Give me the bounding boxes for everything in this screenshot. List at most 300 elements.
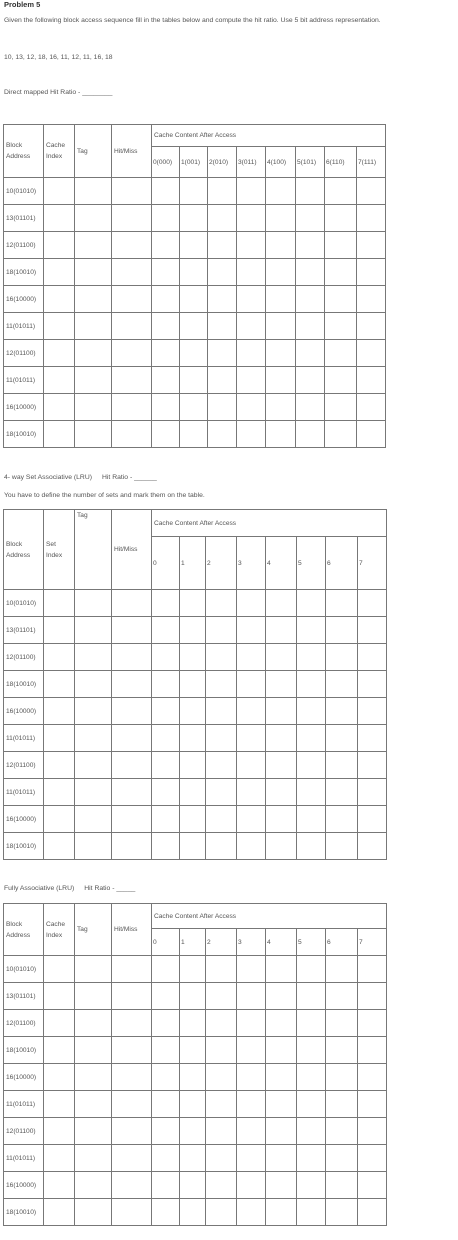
cache-slot-cell[interactable]: [237, 340, 266, 367]
cache-slot-cell[interactable]: [237, 313, 266, 340]
index-cell[interactable]: [44, 1091, 75, 1118]
cache-slot-cell[interactable]: [152, 752, 180, 779]
cache-slot-cell[interactable]: [326, 779, 358, 806]
cache-slot-cell[interactable]: [206, 956, 237, 983]
cache-slot-cell[interactable]: [180, 313, 208, 340]
index-cell[interactable]: [44, 833, 75, 860]
cache-slot-cell[interactable]: [180, 178, 208, 205]
cache-slot-cell[interactable]: [266, 178, 296, 205]
tag-cell[interactable]: [75, 833, 112, 860]
cache-slot-cell[interactable]: [266, 313, 296, 340]
cache-slot-cell[interactable]: [266, 367, 296, 394]
cache-slot-cell[interactable]: [266, 205, 296, 232]
cache-slot-cell[interactable]: [358, 833, 387, 860]
tag-cell[interactable]: [75, 1010, 112, 1037]
tag-cell[interactable]: [75, 725, 112, 752]
cache-slot-cell[interactable]: [206, 698, 237, 725]
cache-slot-cell[interactable]: [358, 725, 387, 752]
cache-slot-cell[interactable]: [296, 259, 325, 286]
cache-slot-cell[interactable]: [180, 956, 206, 983]
hit-miss-cell[interactable]: [112, 286, 152, 313]
cache-slot-cell[interactable]: [180, 698, 206, 725]
cache-slot-cell[interactable]: [326, 1145, 358, 1172]
cache-slot-cell[interactable]: [152, 779, 180, 806]
cache-slot-cell[interactable]: [152, 644, 180, 671]
tag-cell[interactable]: [75, 671, 112, 698]
index-cell[interactable]: [44, 698, 75, 725]
cache-slot-cell[interactable]: [152, 178, 180, 205]
cache-slot-cell[interactable]: [297, 644, 326, 671]
cache-slot-cell[interactable]: [266, 644, 297, 671]
hit-miss-cell[interactable]: [112, 617, 152, 644]
cache-slot-cell[interactable]: [237, 1091, 266, 1118]
cache-slot-cell[interactable]: [152, 259, 180, 286]
hit-miss-cell[interactable]: [112, 833, 152, 860]
cache-slot-cell[interactable]: [325, 286, 357, 313]
cache-slot-cell[interactable]: [326, 1091, 358, 1118]
cache-slot-cell[interactable]: [326, 752, 358, 779]
cache-slot-cell[interactable]: [266, 1064, 297, 1091]
cache-slot-cell[interactable]: [325, 340, 357, 367]
cache-slot-cell[interactable]: [208, 367, 237, 394]
cache-slot-cell[interactable]: [358, 956, 387, 983]
cache-slot-cell[interactable]: [297, 1010, 326, 1037]
cache-slot-cell[interactable]: [358, 1037, 387, 1064]
cache-slot-cell[interactable]: [357, 178, 386, 205]
tag-cell[interactable]: [75, 1145, 112, 1172]
cache-slot-cell[interactable]: [326, 806, 358, 833]
index-cell[interactable]: [44, 178, 75, 205]
cache-slot-cell[interactable]: [266, 259, 296, 286]
hit-miss-cell[interactable]: [112, 259, 152, 286]
cache-slot-cell[interactable]: [358, 590, 387, 617]
cache-slot-cell[interactable]: [180, 421, 208, 448]
tag-cell[interactable]: [75, 259, 112, 286]
tag-cell[interactable]: [75, 232, 112, 259]
cache-slot-cell[interactable]: [152, 590, 180, 617]
hit-miss-cell[interactable]: [112, 1091, 152, 1118]
cache-slot-cell[interactable]: [237, 671, 266, 698]
cache-slot-cell[interactable]: [297, 752, 326, 779]
hit-miss-cell[interactable]: [112, 178, 152, 205]
hit-miss-cell[interactable]: [112, 752, 152, 779]
cache-slot-cell[interactable]: [206, 1091, 237, 1118]
cache-slot-cell[interactable]: [326, 617, 358, 644]
tag-cell[interactable]: [75, 983, 112, 1010]
hit-miss-cell[interactable]: [112, 1118, 152, 1145]
cache-slot-cell[interactable]: [237, 1118, 266, 1145]
cache-slot-cell[interactable]: [266, 725, 297, 752]
tag-cell[interactable]: [75, 1172, 112, 1199]
cache-slot-cell[interactable]: [180, 1064, 206, 1091]
cache-slot-cell[interactable]: [358, 806, 387, 833]
cache-slot-cell[interactable]: [237, 725, 266, 752]
cache-slot-cell[interactable]: [180, 1172, 206, 1199]
cache-slot-cell[interactable]: [152, 421, 180, 448]
cache-slot-cell[interactable]: [208, 421, 237, 448]
cache-slot-cell[interactable]: [266, 698, 297, 725]
cache-slot-cell[interactable]: [152, 1037, 180, 1064]
cache-slot-cell[interactable]: [206, 1064, 237, 1091]
cache-slot-cell[interactable]: [237, 1172, 266, 1199]
cache-slot-cell[interactable]: [237, 394, 266, 421]
cache-slot-cell[interactable]: [206, 590, 237, 617]
cache-slot-cell[interactable]: [180, 205, 208, 232]
cache-slot-cell[interactable]: [152, 725, 180, 752]
hit-miss-cell[interactable]: [112, 1010, 152, 1037]
cache-slot-cell[interactable]: [208, 286, 237, 313]
cache-slot-cell[interactable]: [237, 232, 266, 259]
cache-slot-cell[interactable]: [180, 590, 206, 617]
cache-slot-cell[interactable]: [357, 205, 386, 232]
cache-slot-cell[interactable]: [152, 1091, 180, 1118]
cache-slot-cell[interactable]: [297, 1172, 326, 1199]
hit-miss-cell[interactable]: [112, 644, 152, 671]
cache-slot-cell[interactable]: [297, 590, 326, 617]
cache-slot-cell[interactable]: [296, 178, 325, 205]
index-cell[interactable]: [44, 286, 75, 313]
cache-slot-cell[interactable]: [297, 1199, 326, 1226]
cache-slot-cell[interactable]: [325, 205, 357, 232]
cache-slot-cell[interactable]: [180, 367, 208, 394]
cache-slot-cell[interactable]: [152, 833, 180, 860]
cache-slot-cell[interactable]: [208, 394, 237, 421]
cache-slot-cell[interactable]: [266, 286, 296, 313]
cache-slot-cell[interactable]: [180, 779, 206, 806]
cache-slot-cell[interactable]: [326, 1199, 358, 1226]
tag-cell[interactable]: [75, 1118, 112, 1145]
cache-slot-cell[interactable]: [297, 698, 326, 725]
cache-slot-cell[interactable]: [208, 259, 237, 286]
cache-slot-cell[interactable]: [180, 340, 208, 367]
cache-slot-cell[interactable]: [180, 752, 206, 779]
hit-miss-cell[interactable]: [112, 205, 152, 232]
cache-slot-cell[interactable]: [266, 590, 297, 617]
cache-slot-cell[interactable]: [297, 1145, 326, 1172]
cache-slot-cell[interactable]: [296, 313, 325, 340]
cache-slot-cell[interactable]: [208, 232, 237, 259]
cache-slot-cell[interactable]: [326, 1064, 358, 1091]
hit-miss-cell[interactable]: [112, 956, 152, 983]
cache-slot-cell[interactable]: [266, 394, 296, 421]
cache-slot-cell[interactable]: [180, 1010, 206, 1037]
index-cell[interactable]: [44, 394, 75, 421]
cache-slot-cell[interactable]: [180, 1199, 206, 1226]
cache-slot-cell[interactable]: [152, 1010, 180, 1037]
cache-slot-cell[interactable]: [357, 259, 386, 286]
cache-slot-cell[interactable]: [326, 1037, 358, 1064]
cache-slot-cell[interactable]: [358, 644, 387, 671]
cache-slot-cell[interactable]: [152, 1118, 180, 1145]
cache-slot-cell[interactable]: [180, 1037, 206, 1064]
index-cell[interactable]: [44, 617, 75, 644]
tag-cell[interactable]: [75, 1064, 112, 1091]
cache-slot-cell[interactable]: [296, 205, 325, 232]
cache-slot-cell[interactable]: [206, 833, 237, 860]
cache-slot-cell[interactable]: [266, 752, 297, 779]
cache-slot-cell[interactable]: [358, 1091, 387, 1118]
cache-slot-cell[interactable]: [208, 205, 237, 232]
cache-slot-cell[interactable]: [152, 1199, 180, 1226]
tag-cell[interactable]: [75, 367, 112, 394]
index-cell[interactable]: [44, 421, 75, 448]
cache-slot-cell[interactable]: [297, 1037, 326, 1064]
index-cell[interactable]: [44, 313, 75, 340]
cache-slot-cell[interactable]: [237, 617, 266, 644]
index-cell[interactable]: [44, 1037, 75, 1064]
tag-cell[interactable]: [75, 752, 112, 779]
cache-slot-cell[interactable]: [358, 698, 387, 725]
cache-slot-cell[interactable]: [266, 1091, 297, 1118]
cache-slot-cell[interactable]: [326, 1118, 358, 1145]
cache-slot-cell[interactable]: [297, 1118, 326, 1145]
cache-slot-cell[interactable]: [266, 779, 297, 806]
cache-slot-cell[interactable]: [237, 956, 266, 983]
cache-slot-cell[interactable]: [237, 259, 266, 286]
cache-slot-cell[interactable]: [297, 779, 326, 806]
cache-slot-cell[interactable]: [237, 1145, 266, 1172]
hit-miss-cell[interactable]: [112, 779, 152, 806]
index-cell[interactable]: [44, 644, 75, 671]
index-cell[interactable]: [44, 1118, 75, 1145]
tag-cell[interactable]: [75, 698, 112, 725]
cache-slot-cell[interactable]: [297, 833, 326, 860]
cache-slot-cell[interactable]: [326, 833, 358, 860]
tag-cell[interactable]: [75, 590, 112, 617]
cache-slot-cell[interactable]: [206, 671, 237, 698]
tag-cell[interactable]: [75, 779, 112, 806]
hit-miss-cell[interactable]: [112, 698, 152, 725]
cache-slot-cell[interactable]: [296, 232, 325, 259]
cache-slot-cell[interactable]: [326, 1010, 358, 1037]
cache-slot-cell[interactable]: [357, 340, 386, 367]
cache-slot-cell[interactable]: [266, 1037, 297, 1064]
cache-slot-cell[interactable]: [266, 617, 297, 644]
index-cell[interactable]: [44, 590, 75, 617]
cache-slot-cell[interactable]: [206, 1172, 237, 1199]
cache-slot-cell[interactable]: [152, 286, 180, 313]
tag-cell[interactable]: [75, 421, 112, 448]
cache-slot-cell[interactable]: [206, 1145, 237, 1172]
cache-slot-cell[interactable]: [237, 833, 266, 860]
cache-slot-cell[interactable]: [297, 671, 326, 698]
cache-slot-cell[interactable]: [297, 983, 326, 1010]
cache-slot-cell[interactable]: [180, 644, 206, 671]
cache-slot-cell[interactable]: [152, 232, 180, 259]
cache-slot-cell[interactable]: [152, 394, 180, 421]
cache-slot-cell[interactable]: [296, 394, 325, 421]
cache-slot-cell[interactable]: [180, 1145, 206, 1172]
index-cell[interactable]: [44, 671, 75, 698]
cache-slot-cell[interactable]: [326, 590, 358, 617]
index-cell[interactable]: [44, 1172, 75, 1199]
cache-slot-cell[interactable]: [266, 1118, 297, 1145]
cache-slot-cell[interactable]: [266, 1172, 297, 1199]
cache-slot-cell[interactable]: [152, 313, 180, 340]
cache-slot-cell[interactable]: [208, 340, 237, 367]
cache-slot-cell[interactable]: [358, 779, 387, 806]
cache-slot-cell[interactable]: [296, 340, 325, 367]
cache-slot-cell[interactable]: [357, 286, 386, 313]
cache-slot-cell[interactable]: [237, 1037, 266, 1064]
hit-miss-cell[interactable]: [112, 367, 152, 394]
cache-slot-cell[interactable]: [266, 806, 297, 833]
tag-cell[interactable]: [75, 806, 112, 833]
cache-slot-cell[interactable]: [180, 394, 208, 421]
index-cell[interactable]: [44, 1199, 75, 1226]
cache-slot-cell[interactable]: [152, 956, 180, 983]
cache-slot-cell[interactable]: [266, 1199, 297, 1226]
index-cell[interactable]: [44, 1064, 75, 1091]
cache-slot-cell[interactable]: [266, 671, 297, 698]
cache-slot-cell[interactable]: [206, 779, 237, 806]
hit-miss-cell[interactable]: [112, 671, 152, 698]
index-cell[interactable]: [44, 779, 75, 806]
tag-cell[interactable]: [75, 340, 112, 367]
hit-miss-cell[interactable]: [112, 232, 152, 259]
cache-slot-cell[interactable]: [180, 1118, 206, 1145]
cache-slot-cell[interactable]: [325, 178, 357, 205]
cache-slot-cell[interactable]: [358, 1010, 387, 1037]
cache-slot-cell[interactable]: [237, 806, 266, 833]
cache-slot-cell[interactable]: [358, 671, 387, 698]
tag-cell[interactable]: [75, 286, 112, 313]
cache-slot-cell[interactable]: [266, 983, 297, 1010]
hit-miss-cell[interactable]: [112, 1172, 152, 1199]
cache-slot-cell[interactable]: [266, 421, 296, 448]
tag-cell[interactable]: [75, 394, 112, 421]
cache-slot-cell[interactable]: [297, 617, 326, 644]
cache-slot-cell[interactable]: [326, 956, 358, 983]
cache-slot-cell[interactable]: [266, 956, 297, 983]
cache-slot-cell[interactable]: [326, 1172, 358, 1199]
cache-slot-cell[interactable]: [152, 617, 180, 644]
hit-miss-cell[interactable]: [112, 421, 152, 448]
cache-slot-cell[interactable]: [208, 313, 237, 340]
cache-slot-cell[interactable]: [326, 644, 358, 671]
hit-miss-cell[interactable]: [112, 1037, 152, 1064]
cache-slot-cell[interactable]: [237, 590, 266, 617]
cache-slot-cell[interactable]: [152, 205, 180, 232]
tag-cell[interactable]: [75, 178, 112, 205]
cache-slot-cell[interactable]: [180, 1091, 206, 1118]
cache-slot-cell[interactable]: [326, 983, 358, 1010]
cache-slot-cell[interactable]: [237, 286, 266, 313]
cache-slot-cell[interactable]: [325, 367, 357, 394]
index-cell[interactable]: [44, 232, 75, 259]
tag-cell[interactable]: [75, 644, 112, 671]
tag-cell[interactable]: [75, 956, 112, 983]
cache-slot-cell[interactable]: [152, 1172, 180, 1199]
index-cell[interactable]: [44, 340, 75, 367]
cache-slot-cell[interactable]: [296, 286, 325, 313]
cache-slot-cell[interactable]: [325, 313, 357, 340]
cache-slot-cell[interactable]: [357, 313, 386, 340]
cache-slot-cell[interactable]: [357, 232, 386, 259]
hit-miss-cell[interactable]: [112, 1199, 152, 1226]
cache-slot-cell[interactable]: [206, 1037, 237, 1064]
cache-slot-cell[interactable]: [326, 671, 358, 698]
cache-slot-cell[interactable]: [266, 1145, 297, 1172]
cache-slot-cell[interactable]: [297, 1091, 326, 1118]
index-cell[interactable]: [44, 956, 75, 983]
cache-slot-cell[interactable]: [296, 421, 325, 448]
cache-slot-cell[interactable]: [237, 752, 266, 779]
tag-cell[interactable]: [75, 1037, 112, 1064]
cache-slot-cell[interactable]: [266, 833, 297, 860]
cache-slot-cell[interactable]: [180, 259, 208, 286]
cache-slot-cell[interactable]: [237, 205, 266, 232]
index-cell[interactable]: [44, 806, 75, 833]
cache-slot-cell[interactable]: [358, 617, 387, 644]
index-cell[interactable]: [44, 259, 75, 286]
index-cell[interactable]: [44, 205, 75, 232]
cache-slot-cell[interactable]: [266, 1010, 297, 1037]
index-cell[interactable]: [44, 1145, 75, 1172]
cache-slot-cell[interactable]: [206, 1199, 237, 1226]
index-cell[interactable]: [44, 983, 75, 1010]
cache-slot-cell[interactable]: [206, 1118, 237, 1145]
cache-slot-cell[interactable]: [152, 1145, 180, 1172]
cache-slot-cell[interactable]: [266, 232, 296, 259]
tag-cell[interactable]: [75, 617, 112, 644]
cache-slot-cell[interactable]: [237, 644, 266, 671]
cache-slot-cell[interactable]: [206, 644, 237, 671]
cache-slot-cell[interactable]: [357, 367, 386, 394]
index-cell[interactable]: [44, 367, 75, 394]
cache-slot-cell[interactable]: [266, 340, 296, 367]
tag-cell[interactable]: [75, 1091, 112, 1118]
cache-slot-cell[interactable]: [358, 1172, 387, 1199]
cache-slot-cell[interactable]: [325, 232, 357, 259]
cache-slot-cell[interactable]: [237, 1199, 266, 1226]
cache-slot-cell[interactable]: [237, 779, 266, 806]
cache-slot-cell[interactable]: [152, 367, 180, 394]
hit-miss-cell[interactable]: [112, 313, 152, 340]
cache-slot-cell[interactable]: [180, 725, 206, 752]
cache-slot-cell[interactable]: [180, 617, 206, 644]
cache-slot-cell[interactable]: [325, 394, 357, 421]
cache-slot-cell[interactable]: [358, 752, 387, 779]
cache-slot-cell[interactable]: [152, 340, 180, 367]
cache-slot-cell[interactable]: [237, 698, 266, 725]
cache-slot-cell[interactable]: [206, 617, 237, 644]
cache-slot-cell[interactable]: [297, 806, 326, 833]
cache-slot-cell[interactable]: [296, 367, 325, 394]
cache-slot-cell[interactable]: [326, 725, 358, 752]
cache-slot-cell[interactable]: [358, 1064, 387, 1091]
cache-slot-cell[interactable]: [357, 421, 386, 448]
cache-slot-cell[interactable]: [152, 806, 180, 833]
cache-slot-cell[interactable]: [237, 421, 266, 448]
cache-slot-cell[interactable]: [180, 671, 206, 698]
cache-slot-cell[interactable]: [152, 698, 180, 725]
tag-cell[interactable]: [75, 1199, 112, 1226]
cache-slot-cell[interactable]: [237, 1010, 266, 1037]
cache-slot-cell[interactable]: [152, 1064, 180, 1091]
index-cell[interactable]: [44, 752, 75, 779]
cache-slot-cell[interactable]: [180, 983, 206, 1010]
cache-slot-cell[interactable]: [297, 725, 326, 752]
hit-miss-cell[interactable]: [112, 1145, 152, 1172]
cache-slot-cell[interactable]: [358, 1199, 387, 1226]
index-cell[interactable]: [44, 1010, 75, 1037]
cache-slot-cell[interactable]: [208, 178, 237, 205]
cache-slot-cell[interactable]: [237, 367, 266, 394]
cache-slot-cell[interactable]: [358, 1118, 387, 1145]
cache-slot-cell[interactable]: [237, 178, 266, 205]
cache-slot-cell[interactable]: [206, 806, 237, 833]
